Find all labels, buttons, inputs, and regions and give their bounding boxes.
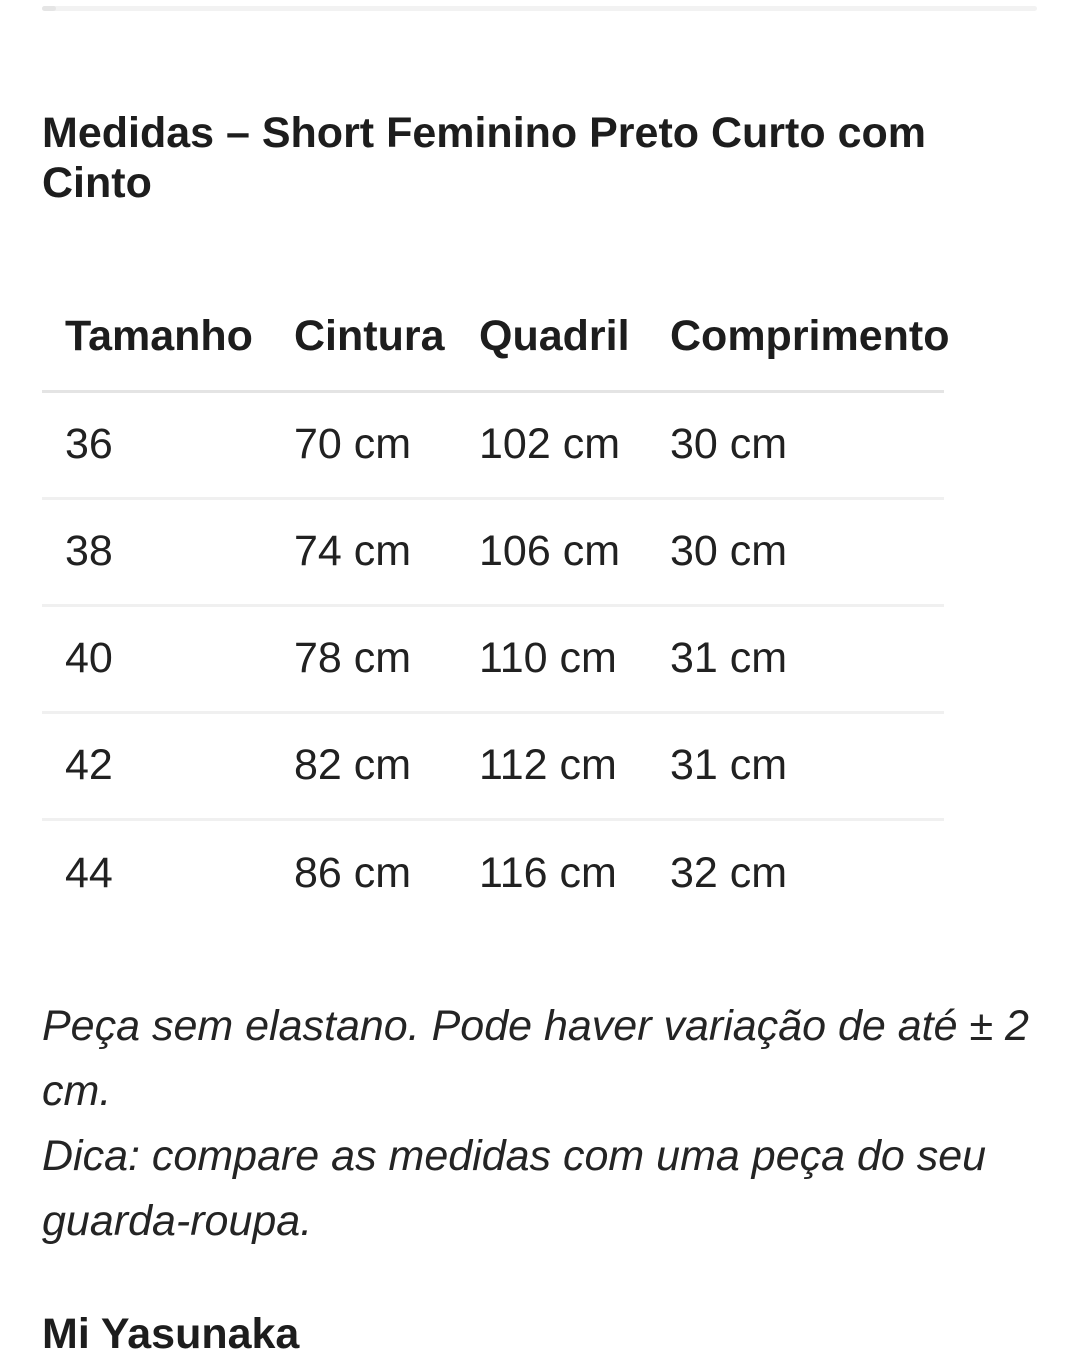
table-row — [42, 498, 944, 605]
table-cell-size: 42 — [42, 712, 271, 819]
note-line: Peça sem elastano. Pode haver variação de até ± 2 — [42, 1002, 1029, 1050]
table-cell-waist: 78 cm — [271, 605, 456, 712]
note-line: guarda-roupa. — [42, 1197, 313, 1245]
table-row — [42, 712, 944, 819]
table-cell-size: 40 — [42, 605, 271, 712]
table-cell-size: 44 — [65, 848, 113, 897]
column-header-cintura: Cintura — [271, 284, 456, 391]
table-cell-length: 31 cm — [647, 712, 944, 819]
table-cell-waist: 86 cm — [294, 848, 412, 897]
column-header-quadril: Quadril — [456, 284, 647, 391]
column-header-tamanho: Tamanho — [42, 284, 271, 391]
table-row — [42, 605, 944, 712]
table-cell-length: 31 cm — [647, 605, 944, 712]
table-row — [42, 391, 944, 498]
table-row — [42, 819, 944, 926]
brand-name: Mi Yasunaka — [42, 1310, 300, 1358]
measurements-table — [42, 284, 950, 926]
product-notes — [42, 994, 1042, 1254]
table-cell-length: 32 cm — [670, 848, 788, 897]
table-cell-size: 38 — [42, 498, 271, 605]
table-cell-waist: 70 cm — [271, 391, 456, 498]
table-cell-hip: 112 cm — [456, 712, 647, 819]
note-line: Dica: compare as medidas com uma peça do seu — [42, 1132, 987, 1180]
table-body — [42, 391, 944, 926]
table-cell-hip: 102 cm — [456, 391, 647, 498]
table-cell-hip: 116 cm — [479, 848, 617, 897]
table-header-row — [42, 284, 944, 391]
table-cell-hip: 106 cm — [456, 498, 647, 605]
size-guide-content — [42, 0, 1042, 1359]
table-header — [42, 284, 950, 391]
column-header-comprimento: Comprimento — [647, 284, 944, 391]
section-title: Medidas – Short Feminino Preto Curto com Cinto — [42, 109, 926, 207]
note-line: cm. — [42, 1067, 112, 1115]
table-cell-length: 30 cm — [647, 498, 944, 605]
table-cell-length: 30 cm — [647, 391, 944, 498]
table-cell-hip: 110 cm — [456, 605, 647, 712]
table-cell-waist: 82 cm — [271, 712, 456, 819]
table-cell-waist: 74 cm — [271, 498, 456, 605]
table-cell-size: 36 — [42, 391, 271, 498]
